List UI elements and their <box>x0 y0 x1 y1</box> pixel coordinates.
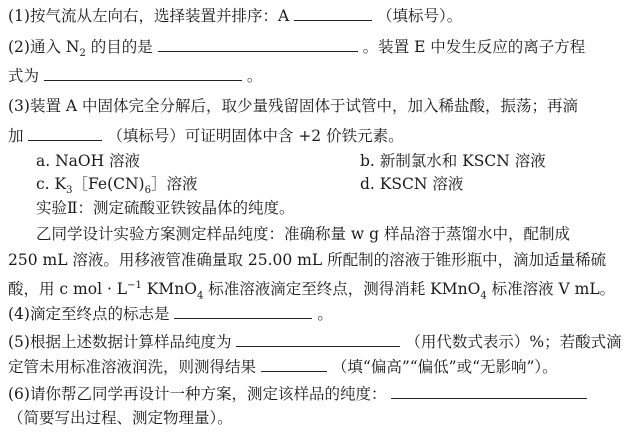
q5-suffix: （用代数式表示）%；若酸式滴 <box>405 333 622 351</box>
q2-suffix: 。装置 E 中发生反应的离子方程 <box>362 38 586 56</box>
p3-sub: 4 <box>196 290 204 302</box>
q5-result-blank[interactable] <box>261 355 327 372</box>
p3-sup: −1 <box>127 280 142 291</box>
q4-answer-blank[interactable] <box>174 302 312 319</box>
q2-sub: 2 <box>79 48 86 60</box>
option-c-mid: ［Fe(CN) <box>72 175 145 193</box>
question-6 <box>8 382 632 406</box>
q5-line2-prefix: 定管未用标准溶液润洗，则测得结果 <box>8 358 257 376</box>
experiment-2-heading-text: 实验Ⅱ：测定硫酸亚铁铵晶体的纯度。 <box>36 199 295 217</box>
q5-purity-blank[interactable] <box>236 330 400 347</box>
experiment-2-p1-text: 乙同学设计实验方案测定样品纯度：准确称量 w g 样品溶于蒸馏水中，配制成 <box>36 225 570 243</box>
q3-line2-prefix: 加 <box>8 127 24 145</box>
q6-answer-blank[interactable] <box>391 382 587 399</box>
option-b-text: b. 新制氯水和 KSCN 溶液 <box>360 152 546 170</box>
q1-suffix: （填标号）。 <box>377 7 463 25</box>
option-d <box>360 172 463 196</box>
q2-purpose-blank[interactable] <box>158 35 358 52</box>
q2-line2-prefix: 式为 <box>8 67 40 85</box>
question-5 <box>8 330 632 354</box>
q6-prefix: (6)请你帮乙同学再设计一种方案，测定该样品的纯度： <box>8 385 387 403</box>
q1-answer-blank[interactable] <box>294 4 372 21</box>
experiment-2-p2-text: 250 mL 溶液。用移液管准确量取 25.00 mL 所配制的溶液于锥形瓶中，滴加适量稀硫 <box>8 251 607 269</box>
question-1 <box>8 4 632 28</box>
question-3-line2 <box>8 124 632 148</box>
q2-middle: 的目的是 <box>85 38 153 56</box>
q5-line2-suffix: （填“偏高”“偏低”或“无影响”）。 <box>331 358 558 376</box>
q5-prefix: (5)根据上述数据计算样品纯度为 <box>8 333 232 351</box>
q2-prefix: (2)通入 N <box>8 38 80 56</box>
experiment-2-p2 <box>8 248 632 272</box>
experiment-2-p1 <box>36 222 632 246</box>
q4-prefix: (4)滴定至终点的标志是 <box>8 305 170 323</box>
q2-equation-blank[interactable] <box>44 64 242 81</box>
question-3 <box>8 94 632 118</box>
option-c-sub1: 3 <box>66 185 73 197</box>
question-5-line2 <box>8 355 632 379</box>
question-2 <box>8 35 632 66</box>
option-a-text: a. NaOH 溶液 <box>36 152 141 170</box>
q6-line2-prefix: （简要写出过程、测定物理量）。 <box>8 409 233 427</box>
p3-mid2: 标准溶液滴定至终点，测得消耗 KMnO <box>203 280 481 299</box>
option-c-post: ］溶液 <box>150 175 198 193</box>
p3-pre: 酸，用 c mol · L <box>8 280 128 299</box>
p3-sub2: 4 <box>480 290 487 302</box>
option-c-sub2: 6 <box>144 185 151 197</box>
q3-line2-suffix: （填标号）可证明固体中含 +2 价铁元素。 <box>107 127 404 145</box>
p3-post: 标准溶液 V mL。 <box>486 280 616 299</box>
option-d-text: d. KSCN 溶液 <box>360 175 464 193</box>
question-4 <box>8 302 632 326</box>
q1-prefix: (1)按气流从左向右，选择装置并排序：A <box>8 7 290 25</box>
q3-answer-blank[interactable] <box>28 124 102 141</box>
q2-line2-suffix: 。 <box>246 67 263 85</box>
p3-mid: KMnO <box>141 280 197 299</box>
question-6-line2 <box>8 406 632 430</box>
q4-suffix: 。 <box>317 305 333 323</box>
experiment-2-heading <box>36 196 632 220</box>
option-b <box>360 149 546 173</box>
question-2-line2 <box>8 64 632 88</box>
option-a <box>36 149 140 173</box>
q3-line1: (3)装置 A 中固体完全分解后，取少量残留固体于试管中，加入稀盐酸，振荡；再滴 <box>8 97 579 115</box>
option-c-pre: c. K <box>36 175 67 193</box>
